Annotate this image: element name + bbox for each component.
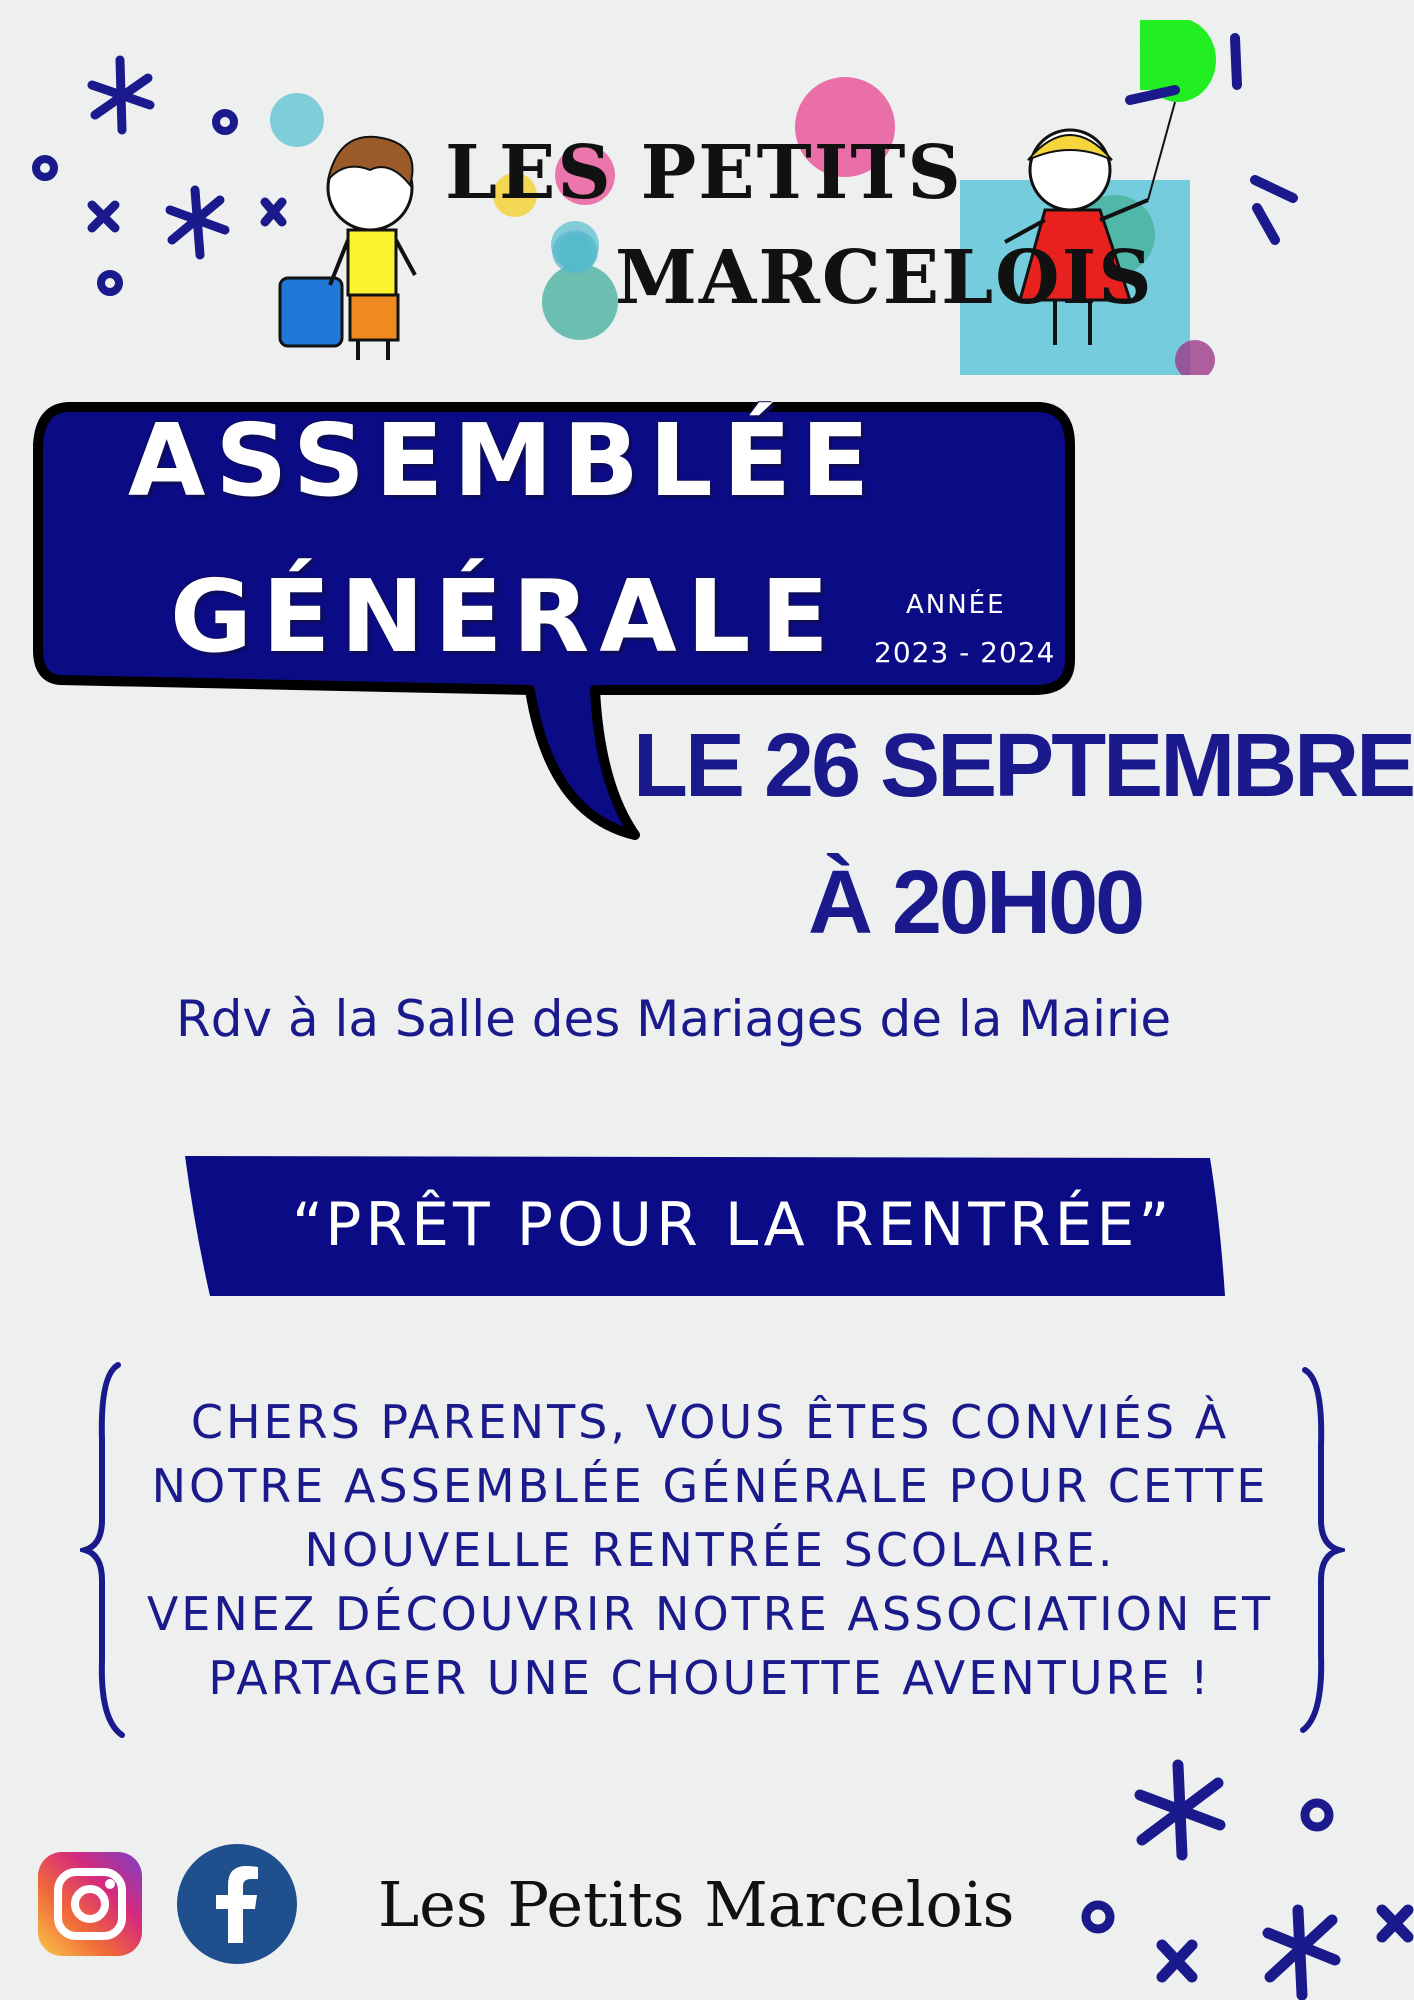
- left-brace: [80, 1360, 130, 1740]
- message-line: NOUVELLE RENTRÉE SCOLAIRE.: [304, 1523, 1116, 1577]
- facebook-icon[interactable]: [176, 1843, 298, 1965]
- right-brace: [1295, 1365, 1345, 1735]
- year-value: 2023 - 2024: [874, 636, 1056, 669]
- year-label: ANNÉE: [906, 590, 1006, 620]
- decorative-dashes-top-right: [1115, 30, 1305, 260]
- event-date: LE 26 SEPTEMBRE: [633, 716, 1414, 816]
- event-location: Rdv à la Salle des Mariages de la Mairie: [176, 990, 1172, 1048]
- event-time: À 20H00: [808, 853, 1143, 953]
- instagram-icon[interactable]: [38, 1852, 142, 1956]
- logo-title-line-1: LES PETITS: [445, 130, 963, 216]
- title-line-2: GÉNÉRALE: [170, 558, 839, 675]
- message-line: CHERS PARENTS, VOUS ÊTES CONVIÉS À: [190, 1395, 1230, 1449]
- decorative-stars-bottom-right: [1070, 1755, 1414, 2000]
- message-line: PARTAGER UNE CHOUETTE AVENTURE !: [208, 1651, 1212, 1705]
- logo-title-line-2: MARCELOIS: [615, 235, 1154, 321]
- message-line: VENEZ DÉCOUVRIR NOTRE ASSOCIATION ET: [146, 1587, 1274, 1641]
- footer-organization-name: Les Petits Marcelois: [378, 1868, 1015, 1941]
- theme-ribbon-text: “PRÊT POUR LA RENTRÉE”: [292, 1190, 1174, 1260]
- boy-illustration: [280, 137, 415, 360]
- invitation-message: [130, 1390, 1290, 1710]
- decorative-stars-top-left: [20, 50, 300, 310]
- message-line: NOTRE ASSEMBLÉE GÉNÉRALE POUR CETTE: [151, 1459, 1269, 1513]
- title-line-1: ASSEMBLÉE: [128, 402, 880, 519]
